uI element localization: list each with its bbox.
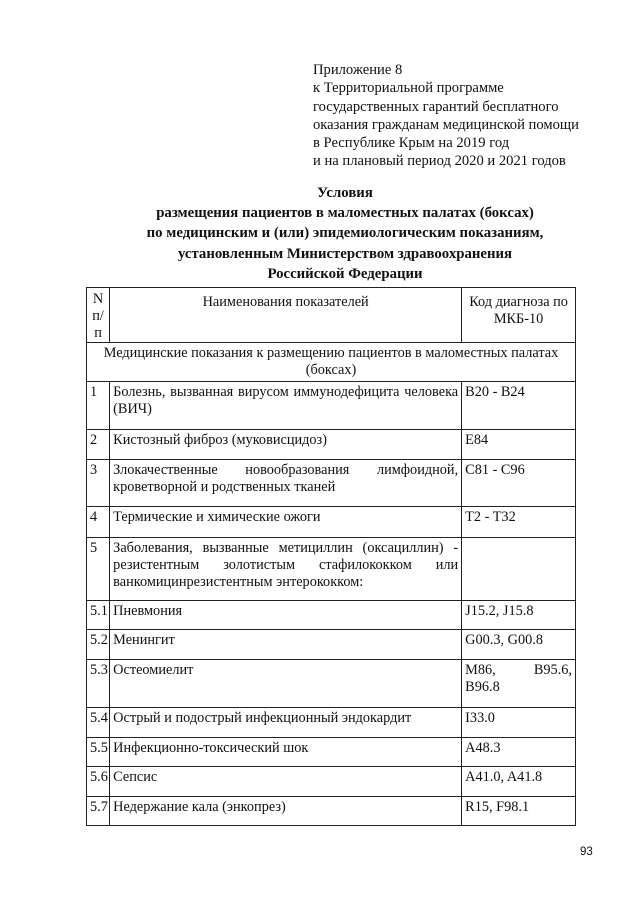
table-row (87, 538, 576, 601)
table-row (87, 507, 576, 538)
title-line: Российской Федерации (267, 265, 423, 282)
row-num: 4 (87, 507, 110, 538)
row-code: G00.3, G00.8 (462, 630, 576, 660)
row-name: Пневмония (110, 601, 462, 630)
row-code: E84 (462, 430, 576, 460)
appendix-line: государственных гарантий бесплатного (313, 98, 559, 115)
table-row (87, 460, 576, 507)
header-code: Код диагноза по МКБ-10 (462, 288, 576, 343)
row-num: 5 (87, 538, 110, 601)
table-row (87, 797, 576, 826)
row-name: Болезнь, вызванная вирусом иммунодефицита человека (ВИЧ) (110, 382, 462, 430)
row-num: 5.3 (87, 660, 110, 708)
conditions-table (86, 287, 576, 826)
appendix-line: оказания гражданам медицинской помощи (313, 116, 579, 133)
table-row (87, 630, 576, 660)
row-code: B20 - B24 (462, 382, 576, 430)
row-num: 5.6 (87, 767, 110, 797)
row-code: T2 - T32 (462, 507, 576, 538)
title-line: установленным Министерством здравоохранения (177, 245, 513, 262)
table-row (87, 660, 576, 708)
row-code: A41.0, A41.8 (462, 767, 576, 797)
row-num: 5.1 (87, 601, 110, 630)
table-header-row (87, 288, 576, 343)
row-code: M86, B95.6, B96.8 (462, 660, 576, 708)
row-num: 5.5 (87, 738, 110, 767)
appendix-line: и на плановый период 2020 и 2021 годов (313, 153, 566, 170)
row-name: Злокачественные новообразования лимфоидной, кроветворной и родственных тканей (110, 460, 462, 507)
appendix-line: в Республике Крым на 2019 год (313, 135, 510, 152)
row-num: 2 (87, 430, 110, 460)
row-num: 5.4 (87, 708, 110, 738)
table-row (87, 767, 576, 797)
row-name: Остеомиелит (110, 660, 462, 708)
row-code: J15.2, J15.8 (462, 601, 576, 630)
row-name: Инфекционно-токсический шок (110, 738, 462, 767)
row-code (462, 538, 576, 601)
title-line: размещения пациентов в маломестных палатах (боксах) (156, 205, 534, 222)
page-number: 93 (580, 846, 593, 858)
row-num: 5.2 (87, 630, 110, 660)
row-name: Термические и химические ожоги (110, 507, 462, 538)
header-num: N п/п (87, 288, 110, 343)
row-code: C81 - C96 (462, 460, 576, 507)
document-title (80, 183, 610, 284)
appendix-line: Приложение 8 (313, 62, 403, 78)
row-name: Заболевания, вызванные метициллин (оксациллин) - резистентным золотистым стафилококком или ванкомицинрезистентным энтерококком: (110, 538, 462, 601)
row-name: Сепсис (110, 767, 462, 797)
row-num: 5.7 (87, 797, 110, 826)
row-name: Острый и подострый инфекционный эндокардит (110, 708, 462, 738)
row-code: A48.3 (462, 738, 576, 767)
row-name: Недержание кала (энкопрез) (110, 797, 462, 826)
appendix-line: к Территориальной программе (313, 80, 504, 97)
title-line: по медицинским и (или) эпидемиологическим показаниям, (146, 225, 544, 242)
section-title: Медицинские показания к размещению пациентов в маломестных палатах (боксах) (87, 343, 576, 382)
row-name: Кистозный фиброз (муковисцидоз) (110, 430, 462, 460)
row-name: Менингит (110, 630, 462, 660)
row-num: 1 (87, 382, 110, 430)
table-row (87, 430, 576, 460)
table-row (87, 382, 576, 430)
appendix-note (313, 61, 579, 171)
header-name: Наименования показателей (110, 288, 462, 343)
table-section-row (87, 343, 576, 382)
table-row (87, 601, 576, 630)
title-line: Условия (317, 185, 373, 201)
table-row (87, 738, 576, 767)
row-code: R15, F98.1 (462, 797, 576, 826)
row-num: 3 (87, 460, 110, 507)
table-row (87, 708, 576, 738)
row-code: I33.0 (462, 708, 576, 738)
